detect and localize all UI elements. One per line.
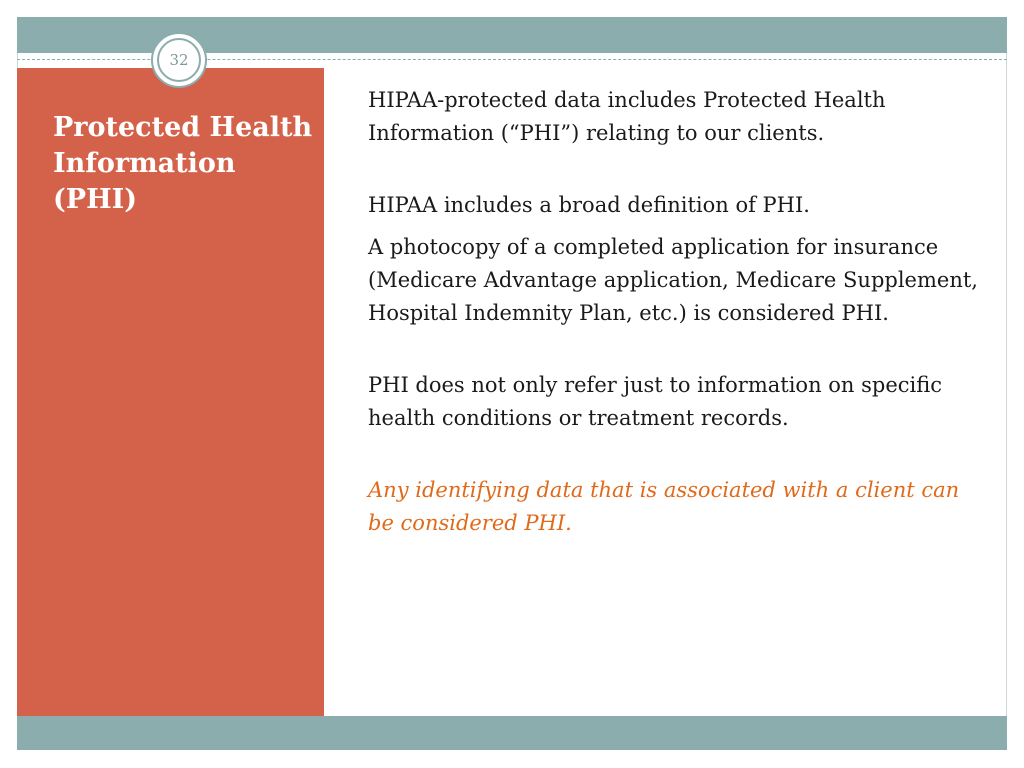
body-paragraph-phi-definition: HIPAA-protected data includes Protected Health Information (“PHI”) relating to our clients. xyxy=(368,88,886,145)
page-number: 32 xyxy=(157,38,201,82)
page-number-badge xyxy=(151,32,207,88)
slide-body xyxy=(368,84,978,540)
body-paragraph-broad-definition: HIPAA includes a broad definition of PHI. xyxy=(368,193,810,217)
body-paragraph-photocopy: A photocopy of a completed application for insurance (Medicare Advantage application, Medicare Supplement, Hospital Indemnity Plan, etc.) is considered PHI. xyxy=(368,235,978,325)
bottom-band xyxy=(17,716,1007,750)
body-paragraph-highlight: Any identifying data that is associated with a client can be considered PHI. xyxy=(368,478,960,535)
body-paragraph-scope: PHI does not only refer just to information on specific health conditions or treatment records. xyxy=(368,373,943,430)
slide-title: Protected Health Information (PHI) xyxy=(53,112,313,215)
